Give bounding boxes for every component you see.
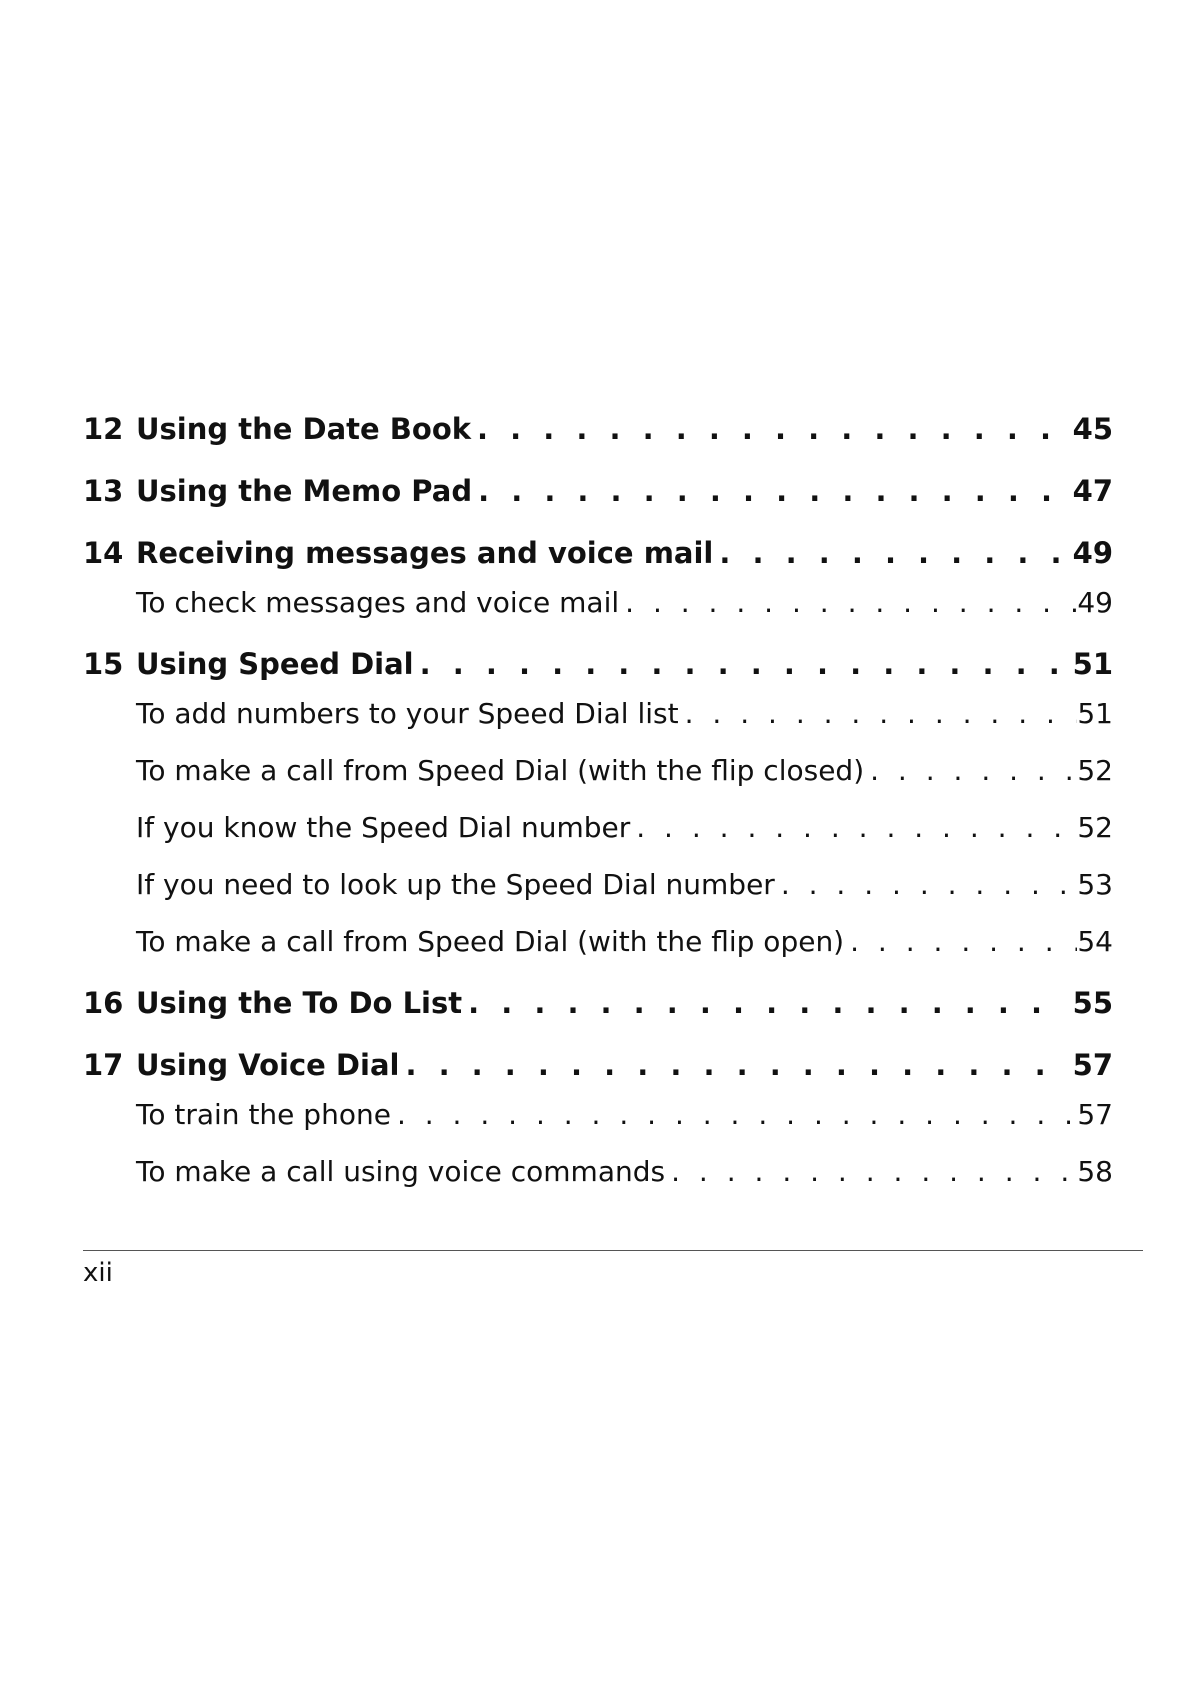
dot-leader (468, 978, 1067, 1028)
chapter-number: 17 (83, 1048, 124, 1082)
page-number: 49 (1077, 586, 1113, 619)
dot-leader (781, 860, 1078, 910)
page-number: 52 (1077, 754, 1113, 787)
toc-chapter-14[interactable] (83, 528, 1113, 578)
chapter-title: Using Voice Dial (136, 1048, 400, 1082)
section-title: To train the phone (136, 1098, 391, 1131)
page-number: 45 (1072, 412, 1113, 446)
dot-leader (405, 1040, 1066, 1090)
page-number: 57 (1077, 1098, 1113, 1131)
page-folio: xii (83, 1258, 113, 1288)
page-number: 57 (1072, 1048, 1113, 1082)
page-number: 51 (1072, 647, 1113, 681)
section-title: If you need to look up the Speed Dial number (136, 868, 775, 901)
section-title: To make a call using voice commands (136, 1155, 666, 1188)
table-of-contents (83, 404, 1113, 1204)
toc-chapter-16[interactable] (83, 978, 1113, 1040)
dot-leader (850, 917, 1077, 967)
dot-leader (671, 1147, 1077, 1197)
chapter-title: Using the Date Book (136, 412, 472, 446)
footer-divider (83, 1250, 1143, 1251)
page-number: 53 (1077, 868, 1113, 901)
section-title: To check messages and voice mail (136, 586, 620, 619)
toc-section[interactable] (83, 746, 1113, 803)
section-title: To make a call from Speed Dial (with the flip closed) (136, 754, 865, 787)
page-number: 55 (1072, 986, 1113, 1020)
chapter-title: Using the Memo Pad (136, 474, 473, 508)
toc-section[interactable] (83, 1147, 1113, 1204)
section-title: To add numbers to your Speed Dial list (136, 697, 679, 730)
dot-leader (636, 803, 1077, 853)
toc-chapter-15[interactable] (83, 639, 1113, 689)
toc-chapter-12[interactable] (83, 404, 1113, 466)
dot-leader (685, 689, 1078, 739)
page-number: 49 (1072, 536, 1113, 570)
dot-leader (625, 578, 1077, 628)
chapter-number: 15 (83, 647, 124, 681)
dot-leader (397, 1090, 1077, 1140)
chapter-title: Using Speed Dial (136, 647, 414, 681)
dot-leader (719, 528, 1066, 578)
toc-section[interactable] (83, 689, 1113, 746)
page-number: 58 (1077, 1155, 1113, 1188)
chapter-title: Using the To Do List (136, 986, 463, 1020)
page-number: 54 (1077, 925, 1113, 958)
dot-leader (870, 746, 1077, 796)
page-number: 47 (1072, 474, 1113, 508)
toc-section[interactable] (83, 578, 1113, 639)
chapter-number: 13 (83, 474, 124, 508)
toc-chapter-17[interactable] (83, 1040, 1113, 1090)
dot-leader (477, 404, 1067, 454)
section-title: If you know the Speed Dial number (136, 811, 631, 844)
dot-leader (478, 466, 1067, 516)
toc-section[interactable] (83, 917, 1113, 978)
chapter-number: 12 (83, 412, 124, 446)
toc-section[interactable] (83, 803, 1113, 860)
toc-section[interactable] (83, 860, 1113, 917)
dot-leader (420, 639, 1067, 689)
page-number: 52 (1077, 811, 1113, 844)
section-title: To make a call from Speed Dial (with the flip open) (136, 925, 845, 958)
chapter-number: 14 (83, 536, 124, 570)
chapter-title: Receiving messages and voice mail (136, 536, 714, 570)
page-number: 51 (1077, 697, 1113, 730)
toc-section[interactable] (83, 1090, 1113, 1147)
chapter-number: 16 (83, 986, 124, 1020)
toc-chapter-13[interactable] (83, 466, 1113, 528)
